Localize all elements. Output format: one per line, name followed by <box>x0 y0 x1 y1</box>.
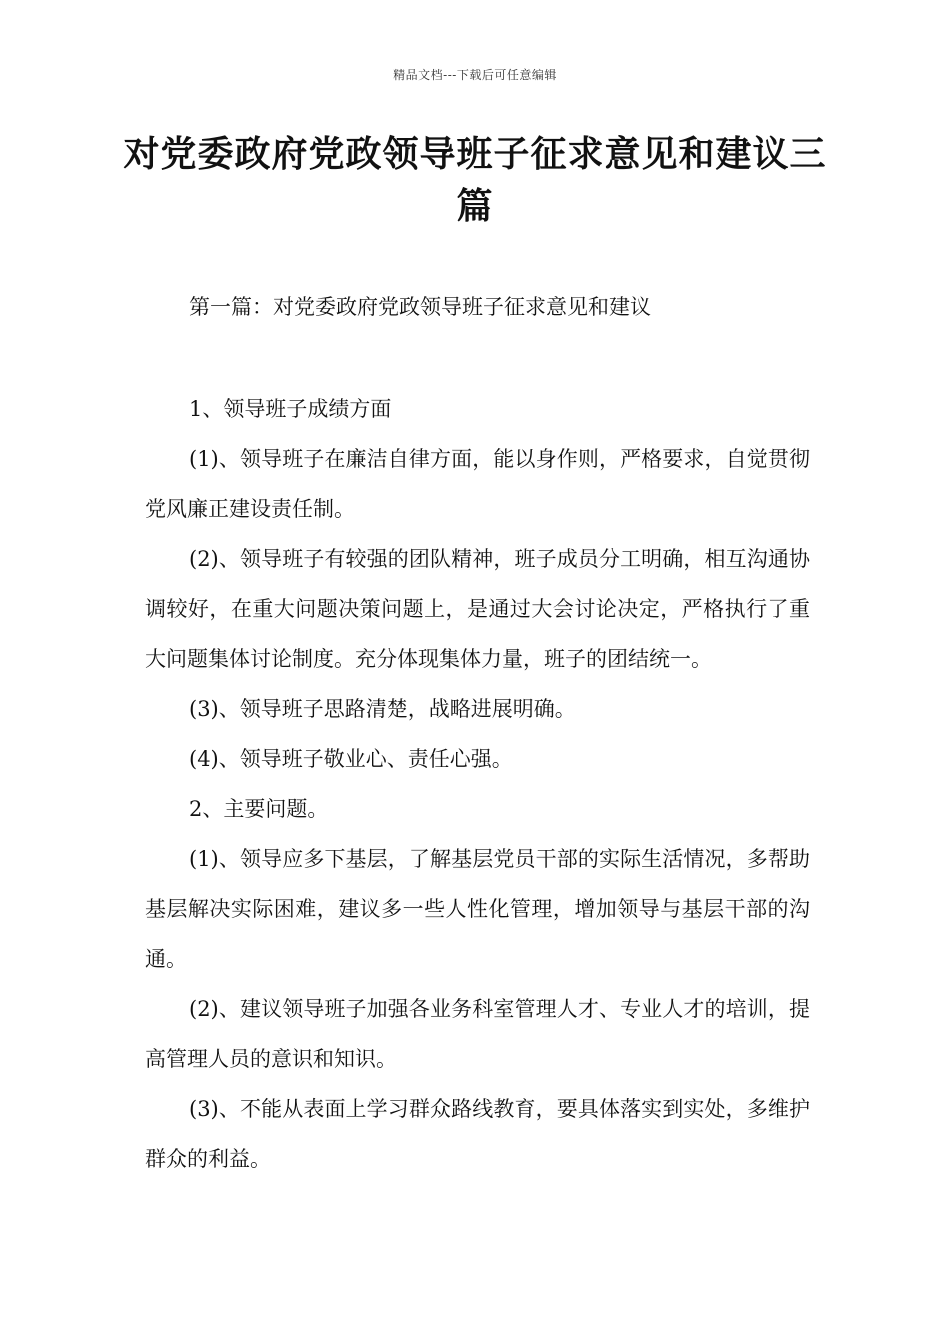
paragraph-4: (3)、领导班子思路清楚，战略进展明确。 <box>189 697 576 721</box>
paragraph-6: 2、主要问题。 <box>189 797 329 821</box>
document-title: 对党委政府党政领导班子征求意见和建议三篇 <box>123 133 827 227</box>
section-title: 第一篇：对党委政府党政领导班子征求意见和建议 <box>189 295 651 319</box>
paragraph-1: 1、领导班子成绩方面 <box>189 397 392 421</box>
paragraph-5: (4)、领导班子敬业心、责任心强。 <box>189 747 513 771</box>
header-note: 精品文档---下载后可任意编辑 <box>393 68 557 82</box>
paragraph-7: (1)、领导应多下基层，了解基层党员干部的实际生活情况，多帮助基层解决实际困难，建议多一些人性化管理，增加领导与基层干部的沟通。 <box>145 847 810 971</box>
paragraph-2: (1)、领导班子在廉洁自律方面，能以身作则，严格要求，自觉贯彻党风廉正建设责任制。 <box>145 447 810 521</box>
document-body <box>145 282 810 1184</box>
paragraph-8: (2)、建议领导班子加强各业务科室管理人才、专业人才的培训，提高管理人员的意识和知识。 <box>145 997 810 1071</box>
paragraph-3: (2)、领导班子有较强的团队精神，班子成员分工明确，相互沟通协调较好，在重大问题决策问题上，是通过大会讨论决定，严格执行了重大问题集体讨论制度。充分体现集体力量，班子的团结统一。 <box>145 547 810 671</box>
paragraph-9: (3)、不能从表面上学习群众路线教育，要具体落实到实处，多维护群众的利益。 <box>145 1097 810 1171</box>
